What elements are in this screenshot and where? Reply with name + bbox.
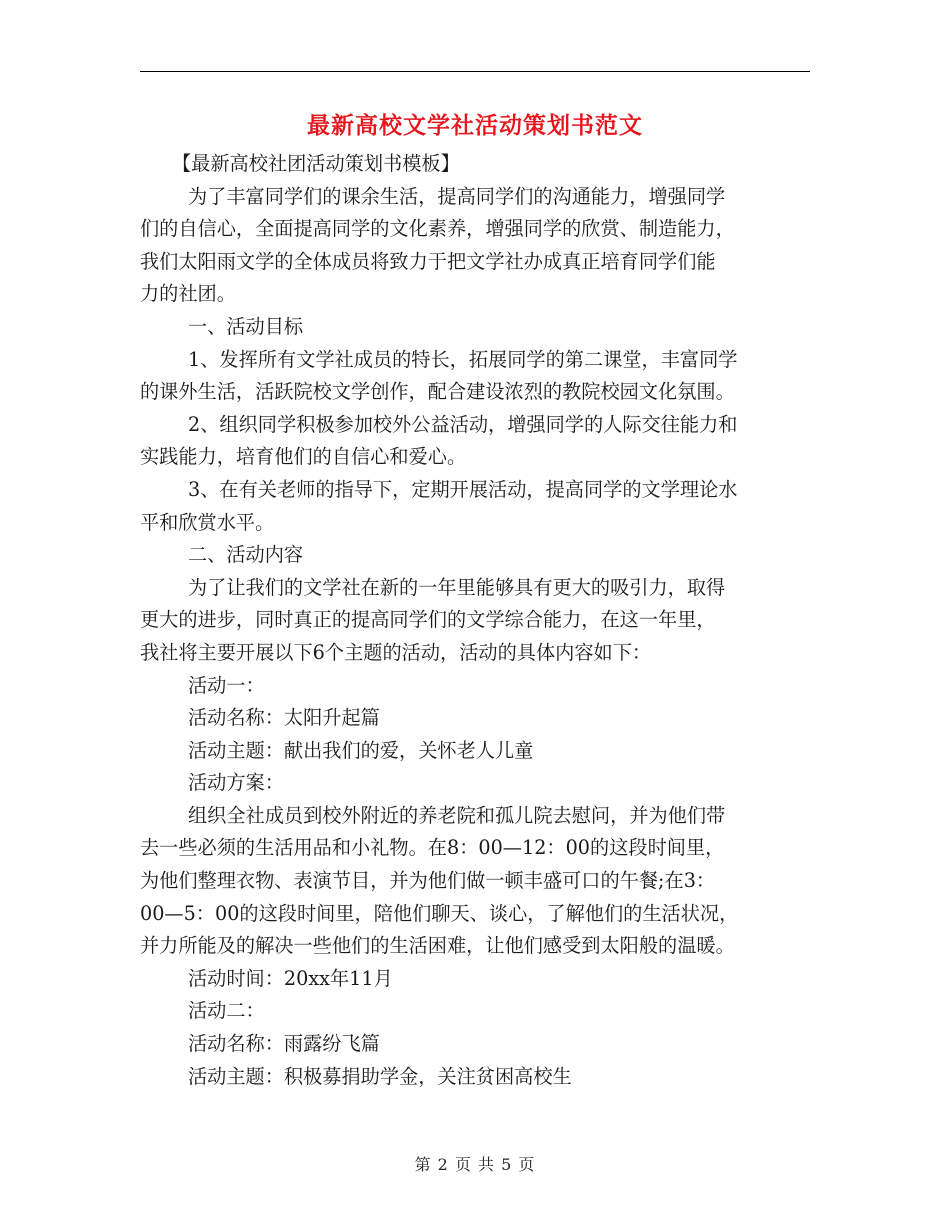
paragraph-line: 实践能力，培育他们的自信心和爱心。 <box>140 445 467 469</box>
page-number: 第 2 页 共 5 页 <box>414 1155 536 1174</box>
paragraph-line: 我社将主要开展以下6个主题的活动，活动的具体内容如下： <box>140 640 652 664</box>
activity-label: 活动一： <box>188 673 265 697</box>
paragraph-line: 更大的进步，同时真正的提高同学们的文学综合能力，在这一年里， <box>140 608 716 632</box>
activity-theme: 活动主题：献出我们的爱，关怀老人儿童 <box>188 738 534 762</box>
activity-time: 活动时间：20xx年11月 <box>188 966 393 990</box>
paragraph-line: 们的自信心，全面提高同学的文化素养，增强同学的欣赏、制造能力， <box>140 217 735 241</box>
activity-plan-label: 活动方案： <box>188 771 284 795</box>
activity-label: 活动二： <box>188 999 265 1023</box>
paragraph-line: 00—5：00的这段时间里，陪他们聊天、谈心，了解他们的生活状况， <box>140 901 739 925</box>
paragraph-line: 2、组织同学积极参加校外公益活动，增强同学的人际交往能力和 <box>188 412 738 436</box>
paragraph-line: 并力所能及的解决一些他们的生活困难，让他们感受到太阳般的温暖。 <box>140 934 735 958</box>
section-heading: 【最新高校社团活动策划书模板】 <box>172 152 460 175</box>
activity-name: 活动名称：雨露纷飞篇 <box>188 1032 380 1056</box>
section-heading: 一、活动目标 <box>188 314 304 338</box>
paragraph-line: 组织全社成员到校外附近的养老院和孤儿院去慰问，并为他们带 <box>188 803 726 827</box>
paragraph-line: 的课外生活，活跃院校文学创作，配合建设浓烈的教院校园文化氛围。 <box>140 380 735 404</box>
paragraph-line: 平和欣赏水平。 <box>140 510 275 534</box>
section-heading: 二、活动内容 <box>188 543 304 567</box>
header-rule <box>140 71 810 72</box>
paragraph-line: 力的社团。 <box>140 282 236 306</box>
document-body <box>140 148 810 1093</box>
paragraph-line: 3、在有关老师的指导下，定期开展活动，提高同学的文学理论水 <box>188 477 738 501</box>
paragraph-line: 为了丰富同学们的课余生活，提高同学们的沟通能力，增强同学 <box>188 184 726 208</box>
activity-name: 活动名称：太阳升起篇 <box>188 706 380 730</box>
paragraph-line: 为了让我们的文学社在新的一年里能够具有更大的吸引力，取得 <box>188 575 726 599</box>
activity-theme: 活动主题：积极募捐助学金，关注贫困高校生 <box>188 1064 572 1088</box>
paragraph-line: 去一些必须的生活用品和小礼物。在8：00—12：00的这段时间里， <box>140 836 725 860</box>
paragraph-line: 为他们整理衣物、表演节目，并为他们做一顿丰盛可口的午餐;在3： <box>140 869 716 893</box>
paragraph-line: 我们太阳雨文学的全体成员将致力于把文学社办成真正培育同学们能 <box>140 249 716 273</box>
document-title: 最新高校文学社活动策划书范文 <box>307 112 643 139</box>
paragraph-line: 1、发挥所有文学社成员的特长，拓展同学的第二课堂，丰富同学 <box>188 347 738 371</box>
